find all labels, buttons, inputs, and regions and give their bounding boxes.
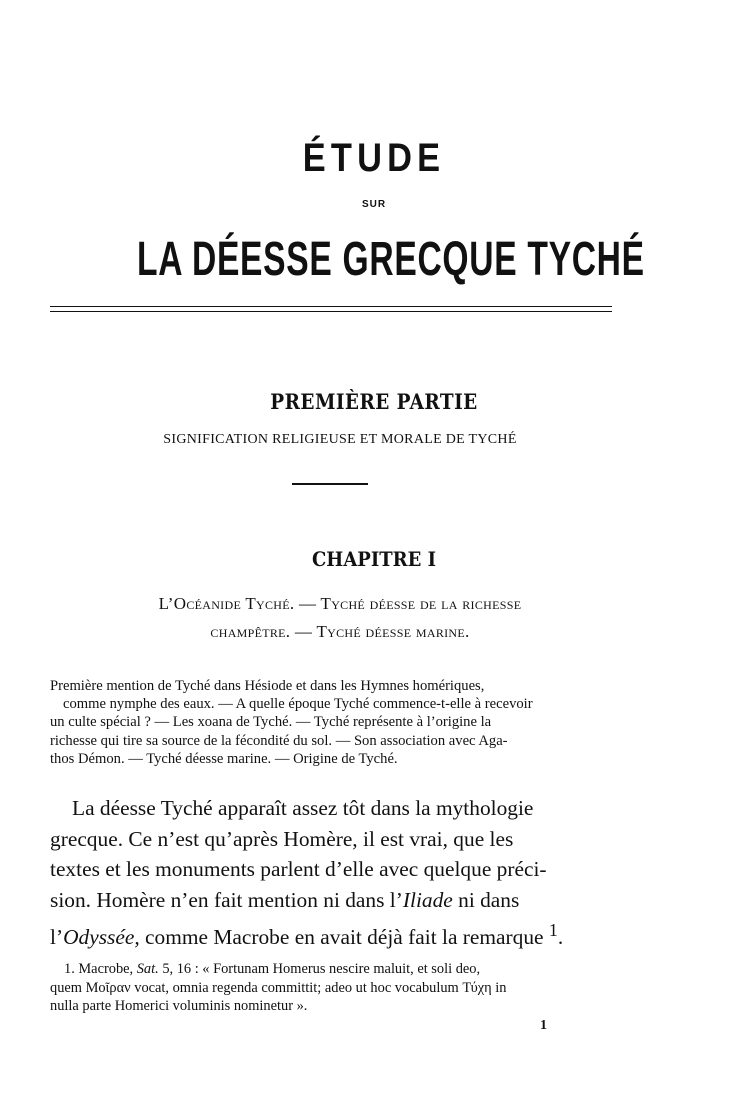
summary-line: richesse qui tire sa source de la fécondité du sol. — Son association avec Aga- [50, 732, 508, 749]
body-line [50, 915, 630, 953]
footnote [50, 960, 630, 1016]
summary-line: un culte spécial ? — Les xoana de Tyché. — Tyché représente à l’origine la [50, 714, 492, 731]
body-paragraph [50, 793, 630, 953]
part-title: PREMIÈRE PARTIE [270, 389, 478, 414]
chapter-subtitle-line-2: champêtre. — Tyché déesse marine. [210, 622, 470, 641]
footnote-line: nulla parte Homerici voluminis nominetur ». [50, 998, 308, 1014]
page-number: 1 [540, 1018, 547, 1033]
body-text-segment: ni dans [452, 887, 520, 912]
book-title-main: LA DÉESSE GRECQUE TYCHÉ [137, 233, 645, 286]
chapter-summary [50, 677, 630, 768]
book-title-sur: SUR [361, 199, 387, 210]
footnote-reference[interactable]: 1 [548, 920, 558, 940]
body-line: La déesse Tyché apparaît assez tôt dans la mythologie [72, 796, 534, 820]
body-text-segment: l’ [50, 925, 64, 950]
section-divider-rule [292, 483, 368, 485]
chapter-subtitle-line-1: L’Océanide Tyché. — Tyché déesse de la richesse [158, 594, 522, 613]
summary-line: Première mention de Tyché dans Hésiode et dans les Hymnes homériques, [50, 678, 485, 694]
body-line [50, 885, 630, 916]
footnote-text-segment: 1. Macrobe, [64, 961, 137, 977]
body-text-segment: . [557, 925, 564, 950]
footnote-text-segment: 5, 16 : « Fortunam Homerus nescire maluit, et soli deo, [158, 961, 481, 977]
body-text-segment: comme Macrobe en avait déjà fait la remarque [139, 925, 549, 950]
footnote-line: quem Μοῖραν vocat, omnia regenda committit; adeo ut hoc vocabulum Τύχη in [50, 979, 507, 996]
summary-line: comme nymphe des eaux. — A quelle époque Tyché commence-t-elle à recevoir [63, 696, 533, 713]
footnote-line [50, 960, 630, 979]
odyssee-title: Odyssée, [63, 925, 140, 950]
body-text-segment: sion. Homère n’en fait mention ni dans l’ [50, 887, 403, 912]
body-line: textes et les monuments parlent d’elle avec quelque préci- [50, 857, 547, 881]
book-title-etude: ÉTUDE [302, 136, 446, 180]
title-double-rule [50, 306, 612, 312]
body-line: grecque. Ce n’est qu’après Homère, il est vrai, que les [50, 826, 514, 851]
iliade-title: Iliade [402, 887, 453, 912]
sat-abbreviation: Sat. [136, 961, 159, 977]
chapter-title: CHAPITRE I [311, 547, 437, 571]
summary-line: thos Démon. — Tyché déesse marine. — Origine de Tyché. [50, 750, 398, 767]
part-subtitle: SIGNIFICATION RELIGIEUSE ET MORALE DE TYCHÉ [163, 432, 517, 447]
